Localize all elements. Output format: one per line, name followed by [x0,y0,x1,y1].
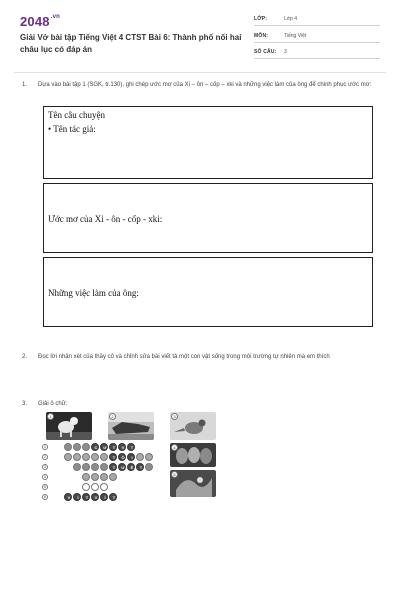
grid-cell[interactable] [82,493,90,501]
grid-cell[interactable] [64,443,72,451]
answer-box-actions[interactable] [43,257,373,327]
row-number: 3 [42,464,48,470]
question-3-text: Giải ô chữ: [38,401,68,407]
grid-cell[interactable] [91,443,99,451]
cell-letter: V [67,495,71,500]
grid-cell[interactable] [145,463,153,471]
grid-cell[interactable] [118,443,126,451]
grid-cell[interactable] [91,453,99,461]
grid-cell[interactable] [82,443,90,451]
meta-value: 3 [284,49,287,55]
grid-cell[interactable] [136,463,144,471]
question-2-number: 2. [22,354,28,360]
meta-row-count [254,45,380,59]
row-number: 1 [42,444,48,450]
crossword-photo-3 [170,412,216,440]
cell-letter: T [112,445,116,450]
grid-cell[interactable] [118,463,126,471]
photo-number: 1 [47,413,54,420]
meta-key: SỐ CÂU: [254,49,277,55]
cell-letter: T [112,495,116,500]
header-divider [14,72,386,73]
site-logo[interactable] [20,14,60,29]
meta-row-subject [254,29,380,43]
meta-key: MÔN: [254,33,269,39]
cell-letter: Í [104,495,106,500]
question-2-text: Đọc lời nhận xét của thầy cô và chỉnh sửa bài viết tả một con vật sống trong môi trường tự nhiên mà em thích [38,354,330,360]
grid-cell[interactable] [145,453,153,461]
cell-letter: I [131,455,133,460]
cell-letter: C [94,445,98,450]
grid-cell[interactable] [109,473,117,481]
cell-letter: Ư [103,445,107,450]
box-label: Tên câu chuyện [48,110,105,120]
grid-cell[interactable] [91,473,99,481]
crossword-photo-5 [170,470,216,497]
box-label: Những việc làm của ông: [48,288,139,298]
question-1-text: Dựa vào bài tập 1 (SGK, tr.130), ghi chép ước mơ của Xi – ôn – cốp – xki và những việc làm của ông để chinh phục ước mơ: [38,82,372,88]
grid-cell[interactable] [100,493,108,501]
grid-cell[interactable] [100,463,108,471]
grid-cell[interactable] [91,493,99,501]
meta-value: Lớp 4 [284,16,298,22]
question-1-number: 1. [22,82,28,88]
grid-cell[interactable] [82,473,90,481]
meta-key: LỚP: [254,16,268,22]
row-number: 6 [42,494,48,500]
grid-cell[interactable] [127,463,135,471]
cell-letter: T [130,445,134,450]
row-number: 4 [42,474,48,480]
grid-cell[interactable] [127,443,135,451]
grid-cell[interactable] [73,493,81,501]
grid-cell[interactable] [109,443,117,451]
box-label: • Tên tác giả: [48,124,96,134]
grid-cell[interactable] [136,453,144,461]
photo-number: 5 [171,471,178,478]
cell-letter: T [112,465,116,470]
crossword-photo-1 [46,412,92,440]
meta-row-class [254,12,380,26]
logo-text: 2048 [20,14,50,29]
box-label: Ước mơ của Xi - ôn - cốp - xki: [48,214,163,224]
grid-cell[interactable] [73,443,81,451]
cell-letter: Ô [121,455,125,460]
cell-letter: T [112,455,116,460]
meta-value: Tiếng Việt [284,33,307,39]
cell-letter: T [139,465,143,470]
cell-letter: Í [77,495,79,500]
grid-cell[interactable] [100,473,108,481]
grid-cell[interactable] [109,463,117,471]
row-number: 5 [42,484,48,490]
grid-cell[interactable] [127,453,135,461]
grid-cell[interactable] [73,463,81,471]
grid-cell[interactable] [73,453,81,461]
grid-cell[interactable] [64,453,72,461]
cell-letter: T [85,495,89,500]
grid-cell[interactable] [91,463,99,471]
question-3-number: 3. [22,401,28,407]
answer-box-dream[interactable] [43,183,373,253]
grid-cell[interactable] [109,493,117,501]
crossword-photo-4 [170,443,216,467]
grid-cell[interactable] [82,463,90,471]
answer-box-story[interactable] [43,106,373,179]
grid-cell[interactable] [100,483,108,491]
grid-cell[interactable] [109,453,117,461]
crossword-grid [42,443,162,501]
logo-suffix: .vn [50,14,61,20]
grid-cell[interactable] [64,493,72,501]
grid-cell[interactable] [118,453,126,461]
grid-cell[interactable] [91,483,99,491]
photo-number: 4 [171,444,178,451]
grid-cell[interactable] [100,453,108,461]
photo-number: 3 [171,413,178,420]
photo-number: 2 [109,413,116,420]
cell-letter: V [94,495,98,500]
crossword-photo-2 [108,412,154,440]
grid-cell[interactable] [82,453,90,461]
row-number: 2 [42,454,48,460]
cell-letter: Ê [130,465,134,470]
document-title: Giải Vở bài tập Tiếng Việt 4 CTST Bài 6: Thành phố nối hai châu lục có đáp án [20,33,242,54]
cell-letter: Ư [121,465,125,470]
cell-letter: V [121,445,125,450]
grid-cell[interactable] [82,483,90,491]
grid-cell[interactable] [100,443,108,451]
